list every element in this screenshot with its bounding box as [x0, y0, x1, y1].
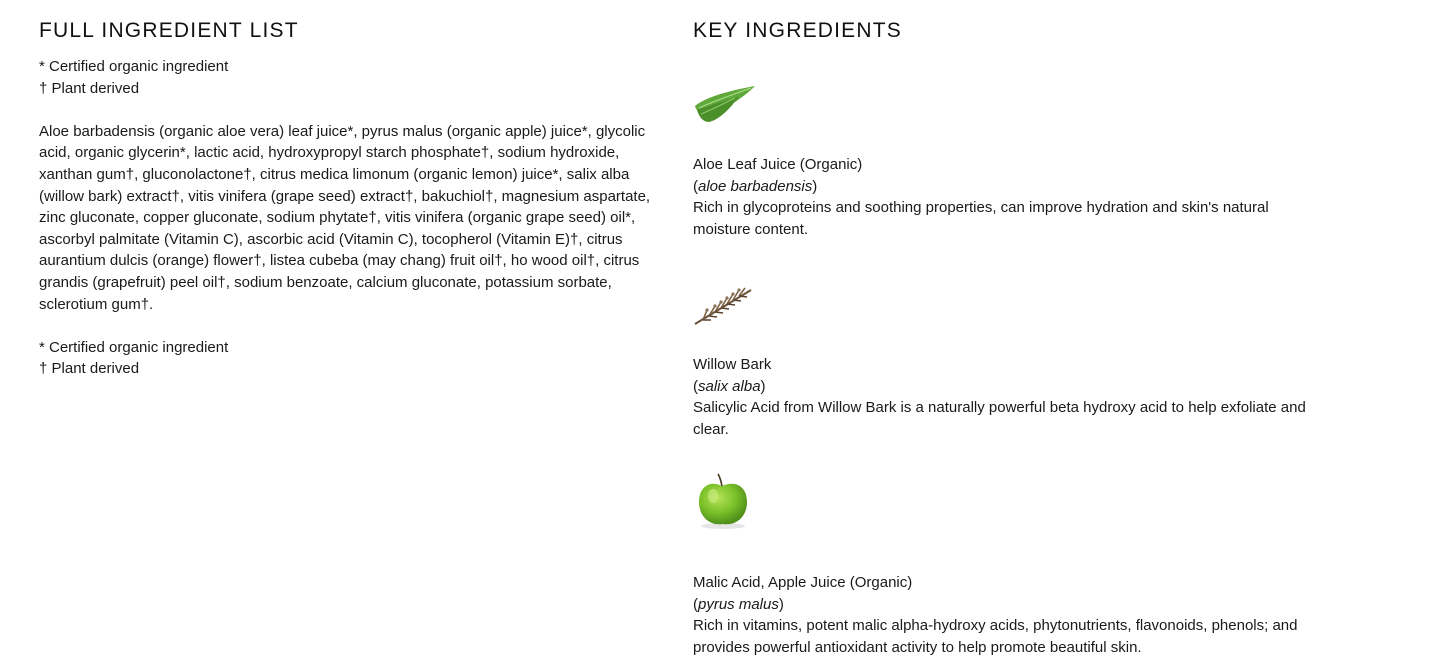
ingredient-description: Rich in vitamins, potent malic alpha-hydroxy acids, phytonutrients, flavonoids, phenols; and provides powerful antioxidant activity to help promote beautiful skin. — [693, 617, 1298, 656]
key-ingredient-item — [693, 84, 1308, 238]
key-ingredients-heading: KEY INGREDIENTS — [693, 19, 902, 42]
legend-plant-note: † Plant derived — [39, 360, 140, 378]
scientific-name: (aloe barbadensis) — [693, 177, 818, 195]
ingredient-description: Rich in glycoproteins and soothing properties, can improve hydration and skin's natural moisture content. — [693, 199, 1269, 238]
ingredient-description: Salicylic Acid from Willow Bark is a naturally powerful beta hydroxy acid to help exfoliate and clear. — [693, 399, 1306, 438]
aloe-leaf-icon — [693, 84, 757, 140]
scientific-name: (salix alba) — [693, 377, 766, 395]
key-ingredients-section — [693, 18, 1308, 656]
willow-bark-icon — [693, 284, 757, 340]
ingredient-list-text: Aloe barbadensis (organic aloe vera) leaf juice*, pyrus malus (organic apple) juice*, glycolic acid, organic glycerin*, lactic acid, hydroxypropyl starch phosphate†, sodium hydroxide, xanthan gum†, gluconolactone†, citrus medica limonum (organic lemon) juice*, salix alba (willow bark) extract†, vitis vinifera (grape seed) extract†, bakuchiol†, magnesium aspartate, zinc gluconate, copper gluconate, sodium phytate†, vitis vinifera (organic grape seed) oil*, ascorbyl palmitate (Vitamin C), ascorbic acid (Vitamin C), tocopherol (Vitamin E)†, citrus aurantium dulcis (orange) flower†, listea cubeba (may chang) fruit oil†, ho wood oil†, citrus grandis (grapefruit) peel oil†, sodium benzoate, calcium gluconate, potassium sorbate, sclerotium gum†. — [39, 122, 651, 313]
legend-top — [39, 56, 654, 99]
aloe-leaf-icon — [693, 84, 757, 128]
legend-plant-note: † Plant derived — [39, 79, 140, 97]
scientific-name: (pyrus malus) — [693, 595, 784, 613]
ingredient-name: Malic Acid, Apple Juice (Organic) — [693, 574, 913, 591]
green-apple-icon — [693, 472, 757, 530]
key-ingredient-item — [693, 472, 1308, 656]
full-ingredient-list-heading: FULL INGREDIENT LIST — [39, 19, 299, 42]
legend-organic-note: * Certified organic ingredient — [39, 338, 229, 356]
ingredient-name: Aloe Leaf Juice (Organic) — [693, 156, 863, 173]
green-apple-icon — [693, 472, 757, 530]
ingredient-name: Willow Bark — [693, 356, 772, 373]
full-ingredient-list-section — [39, 18, 654, 380]
legend-organic-note: * Certified organic ingredient — [39, 58, 229, 75]
willow-bark-icon — [693, 284, 757, 328]
legend-bottom — [39, 337, 654, 380]
key-ingredient-item — [693, 284, 1308, 438]
